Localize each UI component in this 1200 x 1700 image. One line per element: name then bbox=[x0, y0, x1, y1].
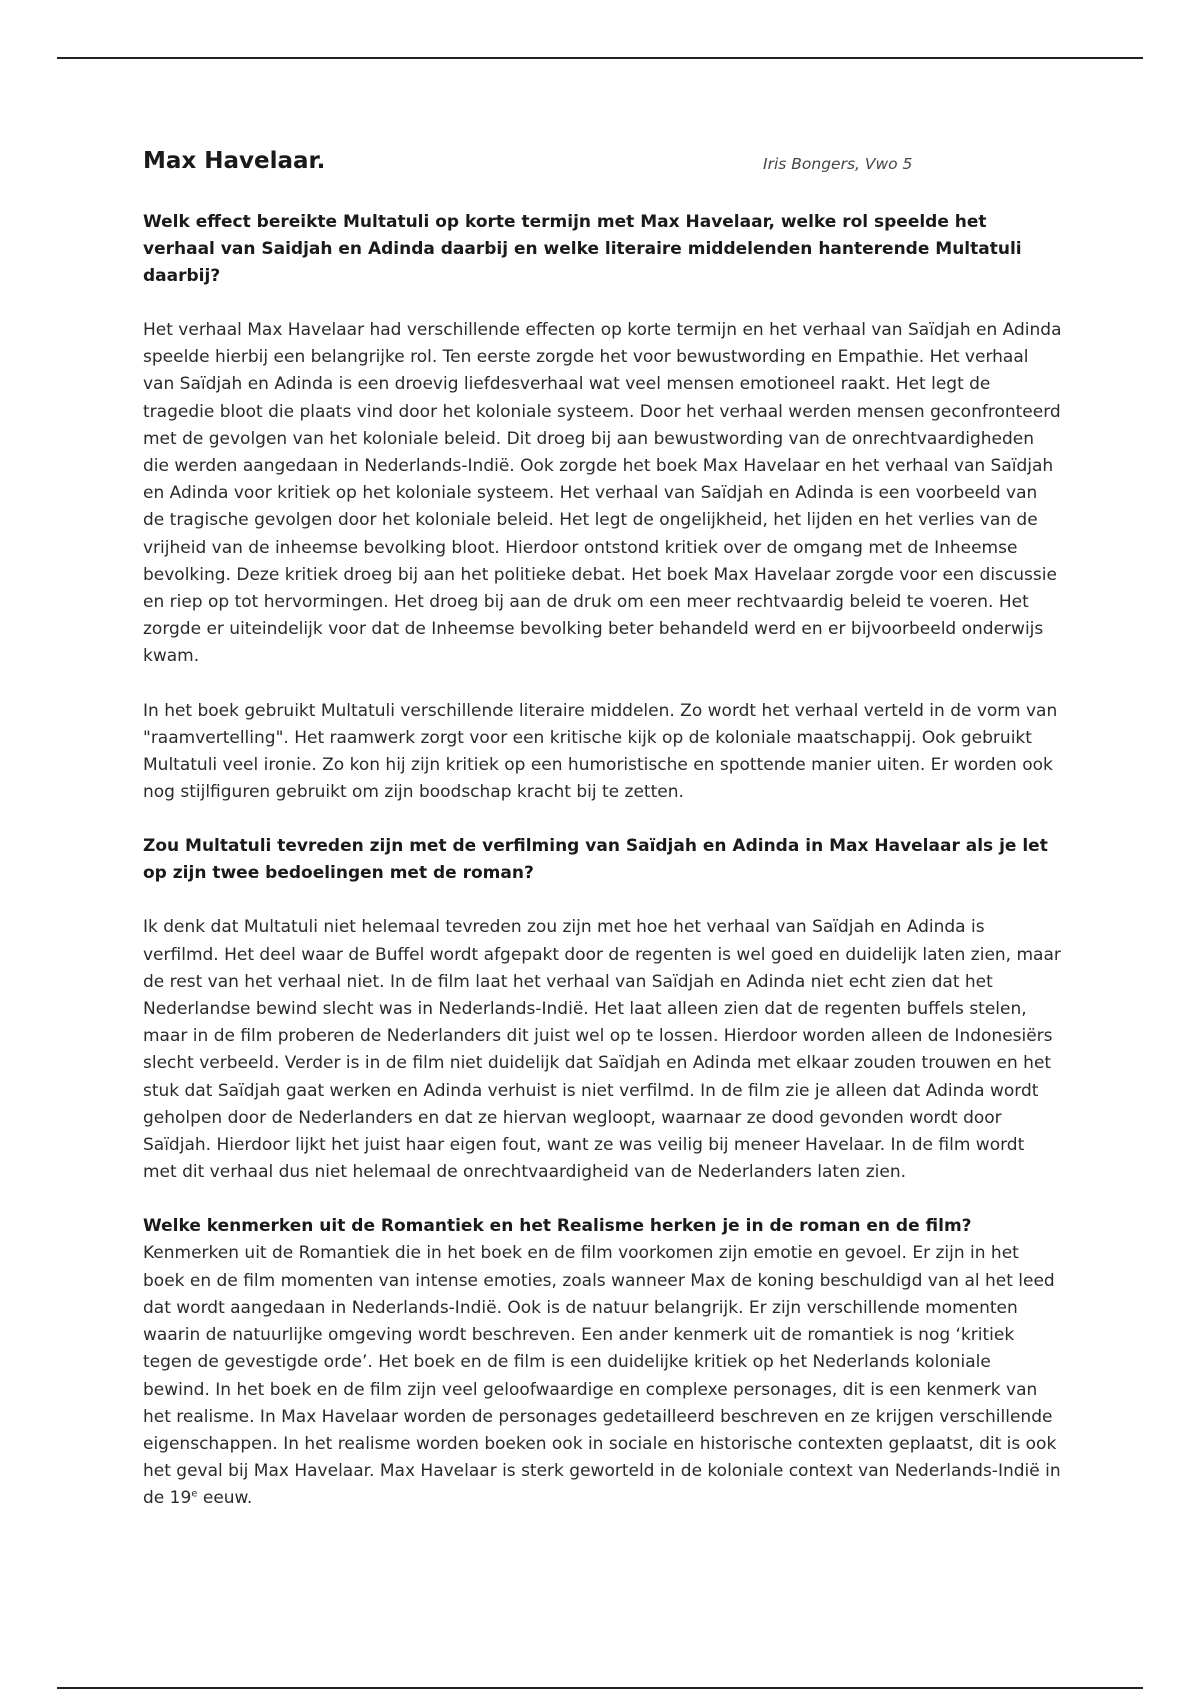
footer-rule bbox=[57, 1687, 1143, 1689]
ordinal-superscript: e bbox=[191, 1488, 198, 1500]
answer-3-paragraph-1 bbox=[143, 1240, 1063, 1512]
author-line: Iris Bongers, Vwo 5 bbox=[763, 155, 913, 173]
answer-1-paragraph-2: In het boek gebruikt Multatuli verschillende literaire middelen. Zo wordt het verhaal verteld in de vorm van "raamvertelling". Het raamwerk zorgt voor een kritische kijk op de koloniale maatschappij. Ook gebruikt Multatuli veel ironie. Zo kon hij zijn kritiek op een humoristische en spottende manier uiten. Er worden ook nog stijlfiguren gebruikt om zijn boodschap kracht bij te zetten. bbox=[143, 700, 1058, 803]
question-3: Welke kenmerken uit de Romantiek en het Realisme herken je in de roman en de film? bbox=[143, 1216, 972, 1237]
header-rule bbox=[57, 57, 1143, 59]
answer-3-text: Kenmerken uit de Romantiek die in het boek en de film voorkomen zijn emotie en gevoel. Er zijn in het boek en de film momenten van intense emoties, zoals wanneer Max de koning beschuldigd van al het leed dat wordt aangedaan in Nederlands-Indië. Ook is de natuur belangrijk. Er zijn verschillende momenten waarin de natuurlijke omgeving wordt beschreven. Een ander kenmerk uit de romantiek is nog ‘kritiek tegen de gevestigde orde’. Het boek en de film is een duidelijke kritiek op het Nederlands koloniale bewind. In het boek en de film zijn veel geloofwaardige en complexe personages, dit is een kenmerk van het realisme. In Max Havelaar worden de personages gedetailleerd beschreven en ze krijgen verschillende eigenschappen. In het realisme worden boeken ook in sociale en historische contexten geplaatst, dit is ook het geval bij Max Havelaar. Max Havelaar is sterk geworteld in de koloniale context van Nederlands-Indië in de 19 bbox=[143, 1243, 1061, 1509]
answer-2-paragraph-1: Ik denk dat Multatuli niet helemaal tevreden zou zijn met hoe het verhaal van Saïdjah en Adinda is verfilmd. Het deel waar de Buffel wordt afgepakt door de regenten is wel goed en duidelijk laten zien, maar de rest van het verhaal niet. In de film laat het verhaal van Saïdjah en Adinda niet echt zien dat het Nederlandse bewind slecht was in Nederlands-Indië. Het laat alleen zien dat de regenten buffels stelen, maar in de film proberen de Nederlanders dit juist wel op te lossen. Hierdoor worden alleen de Indonesiërs slecht verbeeld. Verder is in de film niet duidelijk dat Saïdjah en Adinda met elkaar zouden trouwen en het stuk dat Saïdjah gaat werken en Adinda verhuist is niet verfilmd. In de film zie je alleen dat Adinda wordt geholpen door de Nederlanders en dat ze hiervan wegloopt, waarnaar ze dood gevonden wordt door Saïdjah. Hierdoor lijkt het juist haar eigen fout, want ze was veilig bij meneer Havelaar. In de film wordt met dit verhaal dus niet helemaal de onrechtvaardigheid van de Nederlanders laten zien. bbox=[143, 917, 1061, 1183]
answer-1-paragraph-1: Het verhaal Max Havelaar had verschillende effecten op korte termijn en het verhaal van Saïdjah en Adinda speelde hierbij een belangrijke rol. Ten eerste zorgde het voor bewustwording en Empathie. Het verhaal van Saïdjah en Adinda is een droevig liefdesverhaal wat veel mensen emotioneel raakt. Het legt de tragedie bloot die plaats vind door het koloniale systeem. Door het verhaal werden mensen geconfronteerd met de gevolgen van het koloniale beleid. Dit droeg bij aan bewustwording van de onrechtvaardigheden die werden aangedaan in Nederlands-Indië. Ook zorgde het boek Max Havelaar en het verhaal van Saïdjah en Adinda voor kritiek op het koloniale systeem. Het verhaal van Saïdjah en Adinda is een voorbeeld van de tragische gevolgen door het koloniale beleid. Het legt de ongelijkheid, het lijden en het verlies van de vrijheid van de inheemse bevolking bloot. Hierdoor ontstond kritiek over de omgang met de Inheemse bevolking. Deze kritiek droeg bij aan het politieke debat. Het boek Max Havelaar zorgde voor een discussie en riep op tot hervormingen. Het droeg bij aan de druk om een meer rechtvaardig beleid te voeren. Het zorgde er uiteindelijk voor dat de Inheemse bevolking beter behandeld werd en er bijvoorbeeld onderwijs kwam. bbox=[143, 320, 1062, 667]
question-2: Zou Multatuli tevreden zijn met de verfilming van Saïdjah en Adinda in Max Havelaar als je let op zijn twee bedoelingen met de roman? bbox=[143, 836, 1048, 884]
document-page bbox=[143, 148, 1063, 1513]
document-title: Max Havelaar. bbox=[143, 148, 326, 174]
answer-3-tail: eeuw. bbox=[197, 1488, 253, 1509]
title-row bbox=[143, 148, 1063, 178]
question-1: Welk effect bereikte Multatuli op korte termijn met Max Havelaar, welke rol speelde het verhaal van Saidjah en Adinda daarbij en welke literaire middelenden hanterende Multatuli daarbij? bbox=[143, 212, 1022, 286]
